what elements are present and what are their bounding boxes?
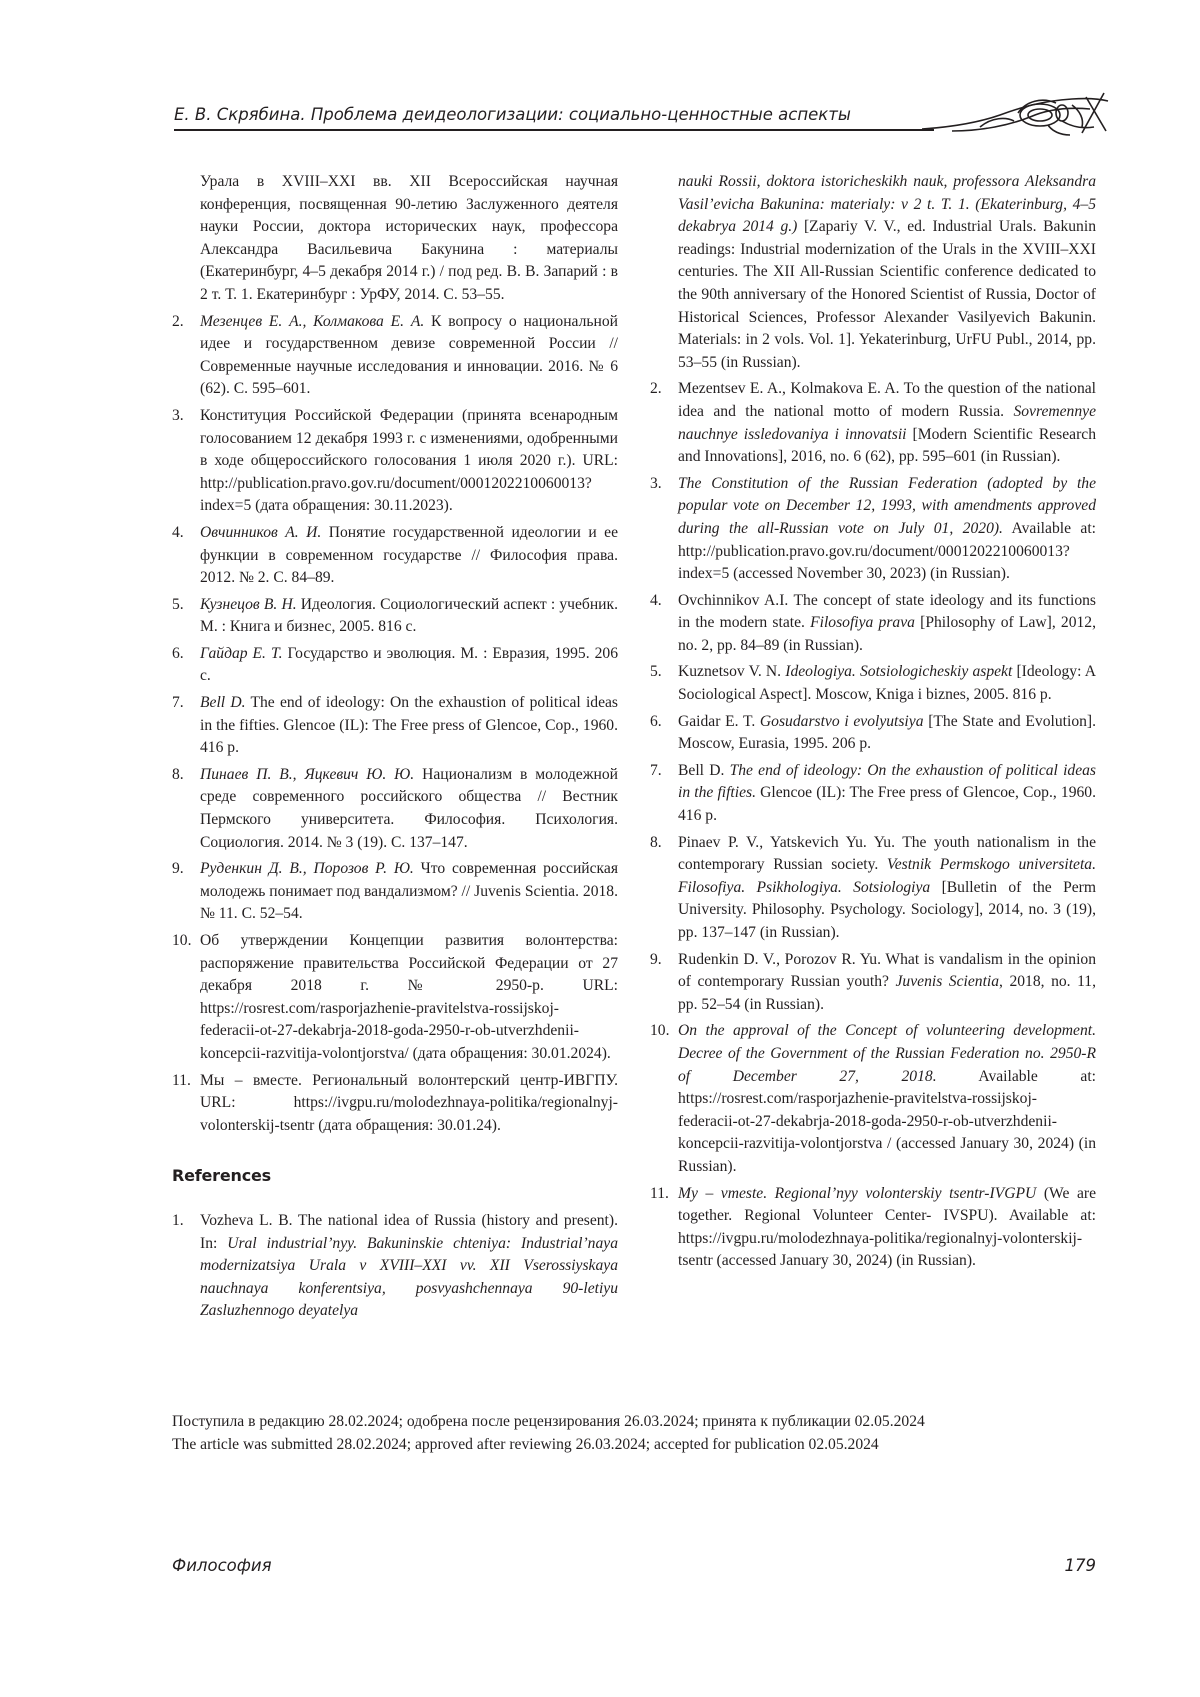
submission-dates-en: The article was submitted 28.02.2024; approved after reviewing 26.03.2024; accepted for publication 02.05.2024 [172, 1436, 879, 1453]
reference-number: 5. [650, 663, 662, 681]
reference-source: Ideologiya. Sotsiologicheskiy aspekt [785, 663, 1013, 681]
reference-text: Что современная российская молодежь понимает под вандализмом? // Juvenis Scientia. 2018. № 11. С. 52–54. [200, 860, 618, 923]
reference-item [172, 692, 618, 760]
art-nouveau-ornament-icon [922, 87, 1114, 147]
reference-text: Национализм в молодежной среде современного российского общества // Вестник Пермского университета. Философия. Психология. Социология. 2014. № 3 (19). С. 137–147. [200, 765, 618, 851]
reference-source: Ural industrial’nyy. Bakuninskie chteniya: Industrial’naya modernizatsiya Urala v XVIII–XXI vv. XII Vserossiyskaya nauchnaya konferentsiya, posvyashchennaya 90-letiyu Zasluzhennogo deyatelya [200, 1234, 618, 1320]
reference-source: My – vmeste. Regional’nyy volonterskiy tsentr-IVGPU [678, 1184, 1037, 1202]
reference-item [650, 949, 1096, 1017]
reference-item [172, 522, 618, 590]
reference-number: 3. [650, 474, 662, 492]
reference-number: 2. [172, 312, 184, 330]
reference-author: Овчинников А. И. [200, 523, 322, 541]
reference-text: [Philosophy of Law], 2012, no. 2, pp. 84–89 (in Russian). [678, 614, 1097, 654]
reference-source: The end of ideology: On the exhaustion of political ideas in the fifties. [678, 761, 1096, 802]
reference-item [650, 473, 1096, 586]
reference-number: 9. [650, 950, 662, 968]
left-column [172, 171, 618, 1327]
reference-item [172, 643, 618, 688]
reference-item [172, 764, 618, 854]
reference-text: , 2018, no. 11, pp. 52–54 (in Russian). [678, 973, 1096, 1013]
reference-text: [Modern Scientific Research and Innovations], 2016, no. 6 (62), pp. 595–601 (in Russian). [678, 425, 1096, 466]
reference-item [650, 171, 1096, 374]
reference-text: Урала в XVIII–XXI вв. XII Всероссийская научная конференция, посвященная 90-летию Заслуженного деятеля науки России, доктора исторических наук, профессора Александра Васильевича Бакунина : материалы (Екатеринбург, 4–5 декабря 2014 г.) / под ред. В. В. Запарий : в 2 т. Т. 1. Екатеринбург : УрФУ, 2014. С. 53–55. [200, 173, 618, 303]
reference-text: Мы – вместе. Региональный волонтерский центр-ИВГПУ. URL: https://ivgpu.ru/molodezhnaya-politika/regionalnyj-volonterskij-tsentr (дата обращения: 30.01.24). [200, 1071, 618, 1134]
reference-text: Available at: https://rosrest.com/rasporjazhenie-pravitelstva-rossijskoj-federacii-ot-27-dekabrja-2018-goda-2950-r-ob-utverzhdenii-koncepcii-razvitija-volontjorstva / (accessed January 30, 2024) (in Russian). [678, 1067, 1097, 1175]
reference-number: 11. [650, 1184, 669, 1202]
reference-number: 2. [650, 380, 662, 398]
reference-author: Bell D. [200, 694, 246, 712]
reference-text: Available at: http://publication.pravo.gov.ru/document/0001202210060013?index=5 (accessed November 30, 2023) (in Russian). [678, 519, 1097, 583]
reference-text: Kuznetsov V. N. [678, 663, 786, 681]
reference-item [650, 1020, 1096, 1178]
reference-source: Filosofiya prava [810, 614, 915, 632]
reference-text: (We are together. Regional Volunteer Center- IVSPU). Available at: https://ivgpu.ru/molodezhnaya-politika/regionalnyj-volonterskij-tsentr (accessed January 30, 2024) (in Russian). [678, 1184, 1096, 1270]
header-rule [174, 129, 934, 131]
right-column [650, 171, 1096, 1277]
reference-number: 6. [172, 644, 184, 662]
reference-number: 4. [172, 523, 184, 541]
reference-author: Пинаев П. В., Яцкевич Ю. Ю. [200, 765, 415, 783]
reference-item [172, 1070, 618, 1138]
reference-number: 8. [650, 833, 662, 851]
reference-number: 8. [172, 765, 184, 783]
reference-text: К вопросу о национальной идее и государственном девизе современной России // Современные научные исследования и инновации. 2016. № 6 (62). С. 595–601. [200, 312, 618, 398]
reference-number: 4. [650, 591, 662, 609]
reference-item [172, 171, 618, 307]
reference-text: Об утверждении Концепции развития волонтерства: распоряжение правительства Российской Федерации от 27 декабря 2018 г. № 2950-р. URL: https://rosrest.com/rasporjazhenie-pravitelstva-rossijskoj-federacii-ot-27-dekabrja-2018-goda-2950-r-ob-utverzhdenii-koncepcii-razvitija-volontjorstva/ (дата обращения: 30.01.2024). [200, 932, 618, 1062]
reference-number: 11. [172, 1071, 191, 1089]
reference-text: [Ideology: A Sociological Aspect]. Moscow, Kniga i biznes, 2005. 816 p. [678, 663, 1097, 704]
reference-source: Sovremennye nauchnye issledovaniya i innovatsii [678, 402, 1096, 443]
reference-number: 1. [172, 1211, 184, 1229]
reference-item [650, 711, 1096, 756]
reference-item [650, 832, 1096, 945]
reference-text: Mezentsev E. A., Kolmakova E. A. To the question of the national idea and the national motto of modern Russia. [678, 380, 1096, 420]
reference-text: [Bulletin of the Perm University. Philosophy. Psychology. Sociology], 2014, no. 3 (19), pp. 137–147 (in Russian). [678, 878, 1096, 941]
reference-text: Идеология. Социологический аспект : учебник. М. : Книга и бизнес, 2005. 816 с. [200, 595, 619, 636]
footer-section-name: Философия [172, 1556, 272, 1575]
reference-number: 10. [172, 932, 192, 949]
reference-number: 3. [172, 406, 184, 424]
reference-text: [Zapariy V. V., ed. Industrial Urals. Bakunin readings: Industrial modernization of the Urals in the XVIII–XXI centuries. The XII All-Russian Scientific conference dedicated to the 90th anniversary of the Honored Scientist of Russia, Doctor of Historical Sciences, Professor Alexander Vasilyevich Bakunin. Materials: in 2 vols. Vol. 1]. Yekaterinburg, UrFU Publ., 2014, pp. 53–55 (in Russian). [678, 218, 1096, 371]
reference-number: 7. [650, 761, 662, 779]
reference-item [650, 590, 1096, 658]
reference-text: Государство и эволюция. М. : Евразия, 1995. 206 с. [200, 644, 618, 685]
reference-item [172, 1210, 618, 1323]
reference-item [172, 930, 618, 1066]
reference-text: Bell D. [678, 761, 730, 779]
running-header [174, 101, 1094, 137]
reference-source: nauki Rossii, doktora istoricheskikh nauk, professora Aleksandra Vasil’evicha Bakunina: materialy: v 2 t. T. 1. (Ekaterinburg, 4–5 dekabrya 2014 g.) [678, 173, 1096, 236]
reference-item [650, 378, 1096, 468]
submission-dates [172, 1410, 925, 1456]
reference-text: Gaidar E. T. [678, 712, 760, 730]
submission-dates-ru: Поступила в редакцию 28.02.2024; одобрена после рецензирования 26.03.2024; принята к публикации 02.05.2024 [172, 1413, 925, 1430]
reference-item [172, 858, 618, 926]
reference-text: The end of ideology: On the exhaustion of political ideas in the fifties. Glencoe (IL): The Free press of Glencoe, Cop., 1960. 416 p. [200, 694, 619, 757]
reference-text: Конституция Российской Федерации (принята всенародным голосованием 12 декабря 1993 г. с изменениями, одобренными в ходе общероссийского голосования 1 июля 2020 г.). URL: http://publication.pravo.gov.ru/document/0001202210060013?index=5 (дата обращения: 30.11.2023). [200, 406, 618, 515]
reference-author: Кузнецов В. Н. [200, 595, 297, 613]
references-heading: References [172, 1166, 271, 1186]
reference-number: 5. [172, 595, 184, 613]
reference-text: Rudenkin D. V., Porozov R. Yu. What is vandalism in the opinion of contemporary Russian youth? [678, 950, 1096, 991]
reference-author: Мезенцев Е. А., Колмакова Е. А. [200, 312, 425, 330]
reference-source: On the approval of the Concept of volunteering development. Decree of the Government of the Russian Federation no. 2950-R of December 27, 2018. [678, 1022, 1096, 1085]
reference-text: Pinaev P. V., Yatskevich Yu. Yu. The youth nationalism in the contemporary Russian society. [678, 833, 1096, 874]
reference-item [172, 311, 618, 401]
page-number: 179 [1064, 1556, 1096, 1575]
reference-text: Glencoe (IL): The Free press of Glencoe, Cop., 1960. 416 p. [678, 784, 1096, 825]
reference-item [650, 1183, 1096, 1273]
reference-item [172, 594, 618, 639]
reference-author: Гайдар Е. Т. [200, 644, 283, 662]
reference-source: The Constitution of the Russian Federation (adopted by the popular vote on December 12, 1993, with amendments approved during the all-Russian vote on July 01, 2020). [678, 474, 1096, 537]
reference-source: Vestnik Permskogo universiteta. Filosofiya. Psikhologiya. Sotsiologiya [678, 856, 1096, 896]
reference-number: 6. [650, 712, 662, 730]
reference-item [650, 760, 1096, 828]
reference-number: 10. [650, 1022, 670, 1040]
reference-text: Ovchinnikov A.I. The concept of state ideology and its functions in the modern state. [678, 591, 1096, 632]
running-title: Е. В. Скрябина. Проблема деидеологизации: социально-ценностные аспекты [174, 105, 851, 124]
reference-source: Juvenis Scientia [895, 973, 1000, 991]
reference-text: [The State and Evolution]. Moscow, Eurasia, 1995. 206 p. [678, 712, 1097, 753]
reference-number: 7. [172, 694, 184, 712]
reference-text: Vozheva L. B. The national idea of Russia (history and present). In: [200, 1211, 618, 1252]
reference-number: 9. [172, 860, 184, 878]
reference-item [650, 661, 1096, 706]
reference-author: Руденкин Д. В., Порозов Р. Ю. [200, 860, 414, 878]
reference-item [172, 405, 618, 518]
reference-text: Понятие государственной идеологии и ее функции в современном государстве // Философия права. 2012. № 2. С. 84–89. [200, 523, 618, 587]
reference-source: Gosudarstvo i evolyutsiya [759, 712, 924, 730]
